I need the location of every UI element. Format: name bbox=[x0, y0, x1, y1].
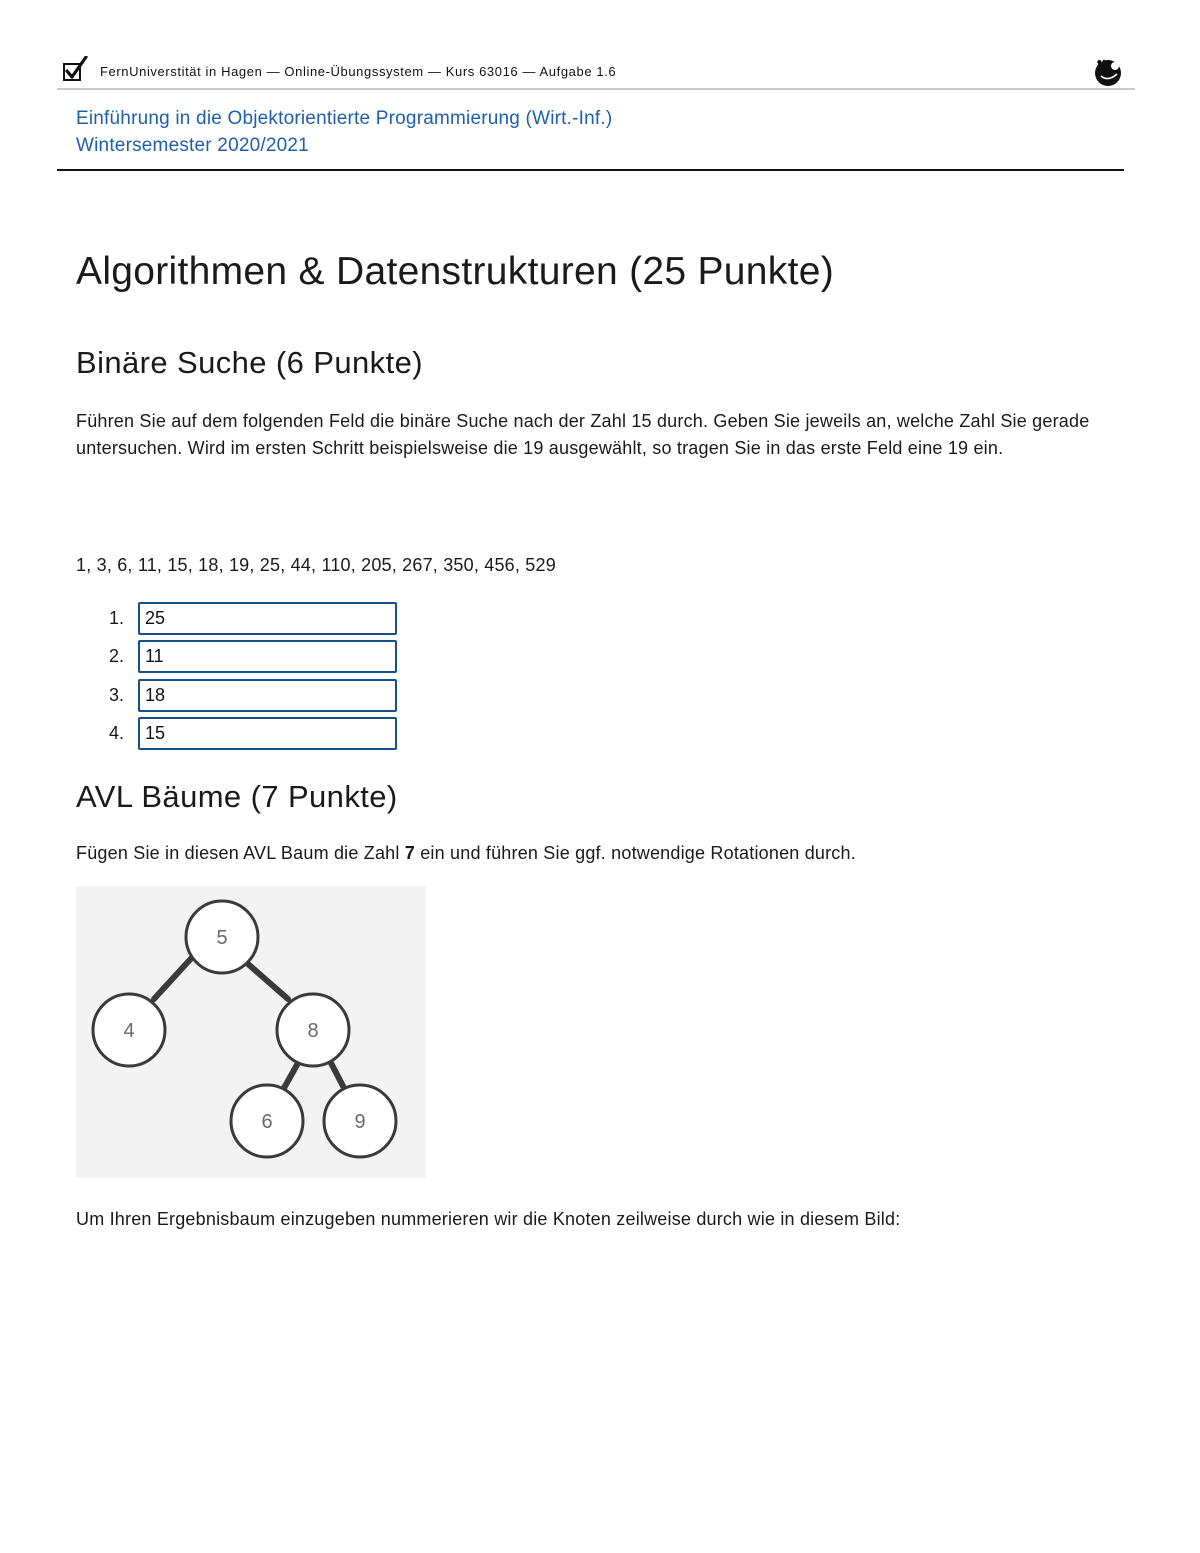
university-logo-icon bbox=[1091, 54, 1125, 88]
answer-number: 1. bbox=[109, 608, 125, 628]
tree-node-label: 4 bbox=[123, 1020, 135, 1042]
answer-input-1[interactable] bbox=[138, 602, 397, 635]
answer-number: 2. bbox=[109, 646, 125, 667]
tree-edge bbox=[154, 952, 197, 999]
avl-instruction-text-end: ein und führen Sie ggf. notwendige Rotationen durch. bbox=[415, 843, 856, 863]
avl-tree-image bbox=[76, 886, 426, 1178]
avl-instruction-text: Fügen Sie in diesen AVL Baum die Zahl bbox=[76, 843, 405, 863]
binary-search-heading: Binäre Suche (6 Punkte) bbox=[76, 345, 423, 380]
header-title: FernUniverstität in Hagen — Online-Übungssystem — Kurs 63016 — Aufgabe 1.6 bbox=[100, 64, 617, 79]
page-title: Algorithmen & Datenstrukturen (25 Punkte) bbox=[76, 250, 835, 293]
binary-search-instructions: Führen Sie auf dem folgenden Feld die binäre Suche nach der Zahl 15 durch. Geben Sie jeweils an, welche Zahl Sie gerade untersuchen. Wird im ersten Schritt beispielsweise die 19 ausgewählt, so tragen Sie in das erste Feld eine 19 ein. bbox=[76, 411, 1090, 458]
course-info bbox=[76, 105, 612, 159]
tree-edge bbox=[331, 1063, 344, 1088]
answer-input-3[interactable] bbox=[138, 679, 397, 712]
tree-edge bbox=[284, 1063, 298, 1088]
avl-insert-value: 7 bbox=[404, 843, 416, 863]
tree-node-label: 6 bbox=[261, 1111, 273, 1133]
course-semester: Wintersemester 2020/2021 bbox=[76, 135, 309, 156]
numbering-explanation: Um Ihren Ergebnisbaum einzugeben nummerieren wir die Knoten zeilweise durch wie in diesem Bild: bbox=[76, 1209, 901, 1229]
tree-node-label: 5 bbox=[216, 927, 228, 949]
checkbox-checked-icon bbox=[62, 56, 88, 82]
header-divider bbox=[57, 169, 1124, 171]
answer-input-4[interactable] bbox=[138, 717, 397, 750]
answer-input-2[interactable] bbox=[138, 640, 397, 673]
avl-instruction bbox=[76, 840, 1106, 867]
tree-edge bbox=[248, 964, 288, 999]
answer-number: 4. bbox=[109, 722, 125, 743]
tree-node-label: 9 bbox=[354, 1111, 366, 1133]
answer-number: 3. bbox=[109, 684, 125, 705]
header-bar bbox=[57, 54, 1135, 90]
course-name: Einführung in die Objektorientierte Programmierung (Wirt.-Inf.) bbox=[76, 108, 613, 129]
avl-heading: AVL Bäume (7 Punkte) bbox=[76, 779, 398, 814]
number-sequence: 1, 3, 6, 11, 15, 18, 19, 25, 44, 110, 205, 267, 350, 456, 529 bbox=[76, 555, 556, 575]
avl-tree-diagram bbox=[76, 886, 426, 1178]
tree-node-label: 8 bbox=[307, 1020, 319, 1042]
